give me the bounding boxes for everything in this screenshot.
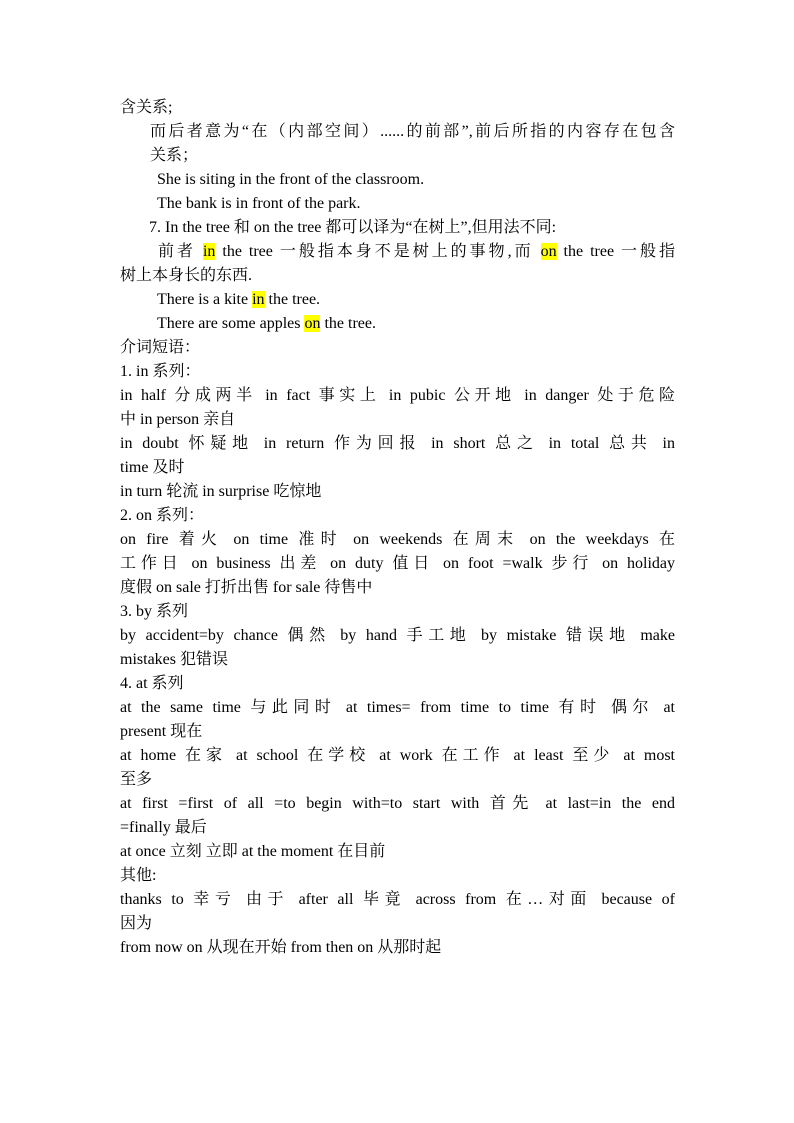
text-line: =finally 最后 bbox=[120, 819, 207, 836]
text-segment: There is a kite bbox=[157, 291, 253, 308]
section-heading: 其他: bbox=[120, 867, 157, 884]
example-sentence: She is siting in the front of the classroom. bbox=[157, 171, 425, 188]
text-line: 关系； bbox=[150, 147, 199, 164]
subsection-heading: 4. at 系列 bbox=[120, 675, 184, 692]
subsection-heading: 2. on 系列： bbox=[120, 507, 205, 524]
section-heading: 介词短语： bbox=[120, 339, 201, 356]
example-sentence bbox=[120, 312, 675, 336]
highlighted-word: in bbox=[252, 291, 265, 308]
subsection-heading: 3. by 系列 bbox=[120, 603, 189, 620]
example-sentence bbox=[120, 288, 675, 312]
text-line: on fire 着火 on time 准时 on weekends 在周末 on the weekdays 在 bbox=[120, 531, 675, 548]
text-line: 中 in person 亲自 bbox=[120, 411, 236, 428]
document-body bbox=[120, 96, 675, 960]
text-line: 因为 bbox=[120, 915, 153, 932]
text-line: at first =first of all =to begin with=to start with 首先 at last=in the end bbox=[120, 795, 675, 812]
text-line: thanks to 幸亏 由于 after all 毕竟 across from 在…对面 because of bbox=[120, 891, 675, 908]
text-line: 度假 on sale 打折出售 for sale 待售中 bbox=[120, 579, 373, 596]
text-segment: the tree 一般指本身不是树上的事物,而 bbox=[215, 243, 541, 260]
text-line: time 及时 bbox=[120, 459, 185, 476]
text-line: 树上本身长的东西. bbox=[120, 267, 253, 284]
text-segment: the tree. bbox=[264, 291, 321, 308]
text-line: in doubt 怀疑地 in return 作为回报 in short 总之 in total 总共 in bbox=[120, 435, 675, 452]
text-segment: 前者 bbox=[158, 243, 203, 260]
text-line: at the same time 与此同时 at times= from time to time 有时 偶尔 at bbox=[120, 699, 675, 716]
highlighted-word: on bbox=[304, 315, 321, 332]
text-line: in turn 轮流 in surprise 吃惊地 bbox=[120, 483, 322, 500]
highlighted-word: on bbox=[540, 243, 557, 260]
text-line: 而后者意为“在（内部空间）......的前部”,前后所指的内容存在包含 bbox=[150, 123, 675, 140]
highlighted-word: in bbox=[202, 243, 216, 260]
text-line: present 现在 bbox=[120, 723, 203, 740]
text-line: by accident=by chance 偶然 by hand 手工地 by mistake 错误地 make bbox=[120, 627, 675, 644]
example-sentence: The bank is in front of the park. bbox=[157, 195, 361, 212]
text-line: at once 立刻 立即 at the moment 在目前 bbox=[120, 843, 386, 860]
text-line bbox=[120, 240, 675, 264]
subsection-heading: 1. in 系列： bbox=[120, 363, 201, 380]
text-line: at home 在家 at school 在学校 at work 在工作 at least 至少 at most bbox=[120, 747, 675, 764]
text-segment: the tree 一般指 bbox=[556, 243, 675, 260]
text-segment: There are some apples bbox=[157, 315, 305, 332]
text-line: 工作日 on business 出差 on duty 值日 on foot =walk 步行 on holiday bbox=[120, 555, 675, 572]
text-line: from now on 从现在开始 from then on 从那时起 bbox=[120, 939, 442, 956]
text-line: mistakes 犯错误 bbox=[120, 651, 228, 668]
text-segment: the tree. bbox=[320, 315, 377, 332]
text-line: 至多 bbox=[120, 771, 153, 788]
text-line: in half 分成两半 in fact 事实上 in pubic 公开地 in danger 处于危险 bbox=[120, 387, 675, 404]
numbered-item-7: 7. In the tree 和 on the tree 都可以译为“在树上”,但用法不同: bbox=[149, 219, 557, 236]
text-line: 含关系; bbox=[120, 99, 173, 116]
